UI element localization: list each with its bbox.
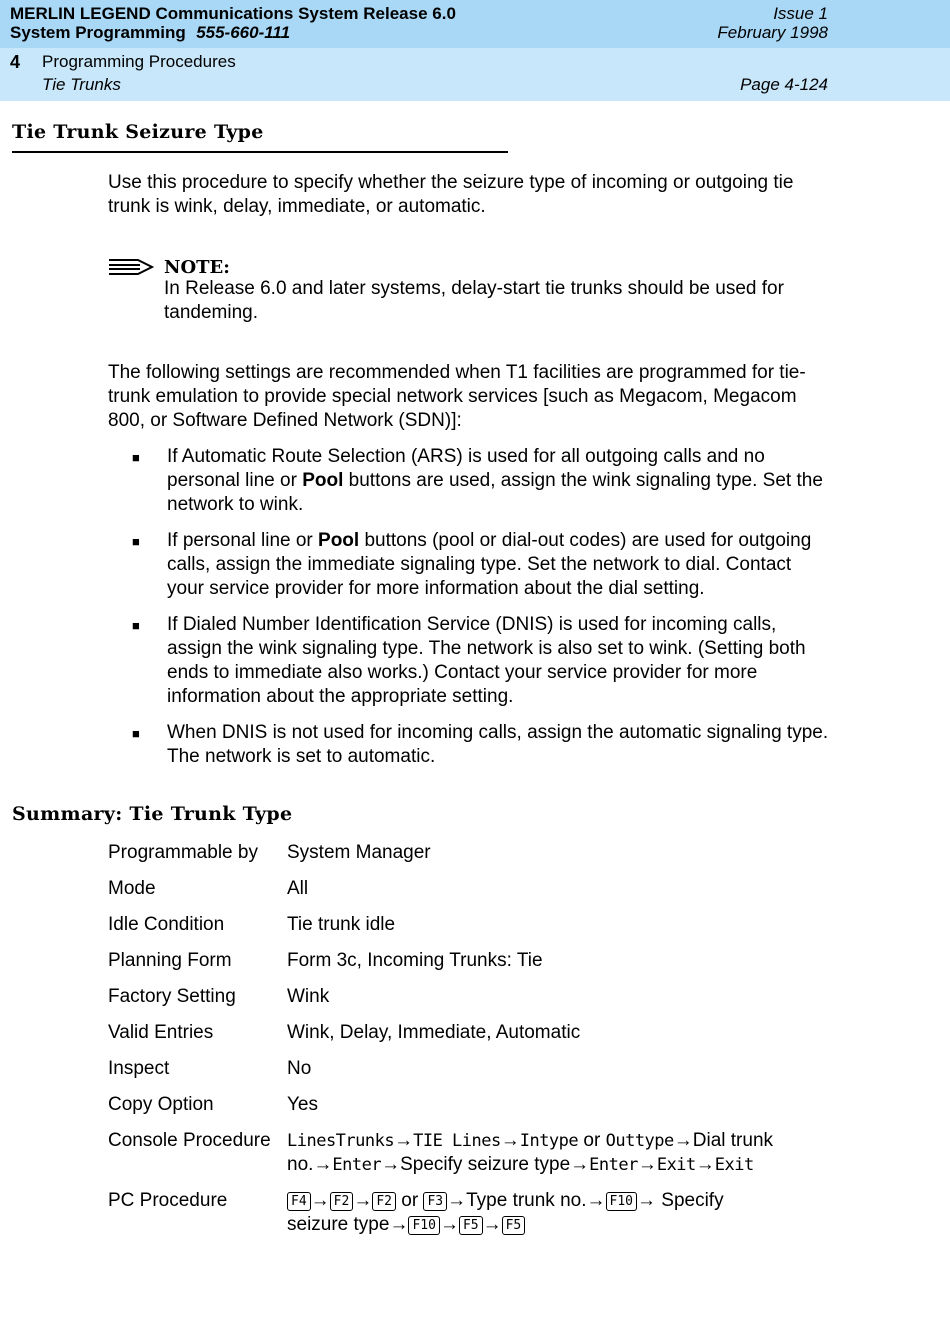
console-key: Exit: [656, 1155, 696, 1175]
bullet-item-personal-line: If personal line or Pool buttons (pool or dial-out codes) are used for outgoing calls, assign the immediate signaling type. Set the network to dial. Contact your service provider for more information about the dial setting.: [167, 530, 812, 599]
console-key: TIE Lines: [413, 1131, 501, 1151]
summary-value: Wink, Delay, Immediate, Automatic: [287, 1022, 581, 1043]
summary-value: Yes: [287, 1094, 318, 1115]
intro-paragraph: Use this procedure to specify whether the seizure type of incoming or outgoing tie trunk is wink, delay, immediate, or automatic.: [108, 172, 794, 217]
bullet-marker: ■: [132, 618, 140, 633]
document-title: MERLIN LEGEND Communications System Release 6.0: [10, 4, 456, 23]
console-procedure-label: Console Procedure: [108, 1130, 271, 1151]
f5-key: F5: [459, 1216, 483, 1235]
console-key: Enter: [332, 1155, 382, 1175]
note-text: In Release 6.0 and later systems, delay-start tie trunks should be used for tandeming.: [164, 278, 784, 323]
summary-value: Form 3c, Incoming Trunks: Tie: [287, 950, 543, 971]
f3-key: F3: [423, 1192, 447, 1211]
summary-value: Tie trunk idle: [287, 914, 396, 935]
f2-key: F2: [372, 1192, 396, 1211]
issue-label: Issue 1: [773, 4, 828, 23]
bullet-item-dnis: If Dialed Number Identification Service (DNIS) is used for incoming calls, assign the wink signaling type. The network is also set to wink. (Setting both ends to immediate also works.) Contact your service provider for more information about the appropriate setting.: [167, 614, 806, 707]
note-icon: [108, 256, 154, 283]
console-procedure-steps: LinesTrunks→TIE Lines→Intype or Outtype→Dial trunk no.→Enter→Specify seizure type→Enter→Exit→Exit: [287, 1130, 774, 1175]
bullet-item-ars: If Automatic Route Selection (ARS) is used for all outgoing calls and no personal line or Pool buttons are used, assign the wink signaling type. Set the network to wink.: [167, 446, 823, 515]
console-key: LinesTrunks: [287, 1131, 395, 1151]
summary-label: Idle Condition: [108, 914, 225, 935]
console-key: Intype: [519, 1131, 579, 1151]
section-name: Tie Trunks: [42, 75, 121, 94]
bullet-item-no-dnis: When DNIS is not used for incoming calls, assign the automatic signaling type. The network is set to automatic.: [167, 722, 829, 767]
f5-key: F5: [502, 1216, 526, 1235]
summary-label: Factory Setting: [108, 986, 236, 1007]
summary-value: No: [287, 1058, 312, 1079]
document-subtitle: [10, 23, 290, 43]
console-key: Exit: [714, 1155, 754, 1175]
summary-value: All: [287, 878, 309, 899]
bullet-marker: ■: [132, 534, 140, 549]
subtitle-label: System Programming: [10, 23, 186, 42]
summary-label: Inspect: [108, 1058, 170, 1079]
summary-label: Mode: [108, 878, 156, 899]
f2-key: F2: [330, 1192, 354, 1211]
summary-label: Planning Form: [108, 950, 232, 971]
summary-label: Copy Option: [108, 1094, 214, 1115]
f10-key: F10: [408, 1216, 439, 1235]
pool-button-label: Pool: [318, 530, 360, 551]
pc-procedure-steps: F4 → F2 → F2 or F3 →Type trunk no.→ F10 → Specify seizure type→ F10 → F5 → F5: [287, 1190, 724, 1235]
page-number: Page 4-124: [740, 75, 828, 94]
recommend-paragraph: The following settings are recommended when T1 facilities are programmed for tie-trunk emulation to provide special network services [such as Megacom, Megacom 800, or Software Defined Network (SDN)]:: [108, 362, 806, 431]
summary-title: Summary: Tie Trunk Type: [12, 803, 293, 825]
summary-label: Programmable by: [108, 842, 258, 863]
note-label: NOTE:: [164, 257, 230, 278]
console-key: Outtype: [605, 1131, 674, 1151]
chapter-title: Programming Procedures: [42, 52, 236, 71]
heading-rule: [12, 151, 508, 153]
bullet-marker: ■: [132, 726, 140, 741]
bullet-marker: ■: [132, 450, 140, 465]
chapter-number: 4: [10, 52, 21, 72]
summary-value: Wink: [287, 986, 330, 1007]
doc-number: 555-660-111: [196, 23, 291, 42]
section-title: Tie Trunk Seizure Type: [12, 121, 264, 143]
summary-value: System Manager: [287, 842, 431, 863]
summary-label: Valid Entries: [108, 1022, 214, 1043]
f10-key: F10: [606, 1192, 637, 1211]
pc-procedure-label: PC Procedure: [108, 1190, 228, 1211]
console-key: Enter: [589, 1155, 638, 1175]
issue-date: February 1998: [717, 23, 828, 42]
pool-button-label: Pool: [302, 470, 344, 491]
f4-key: F4: [287, 1192, 311, 1211]
